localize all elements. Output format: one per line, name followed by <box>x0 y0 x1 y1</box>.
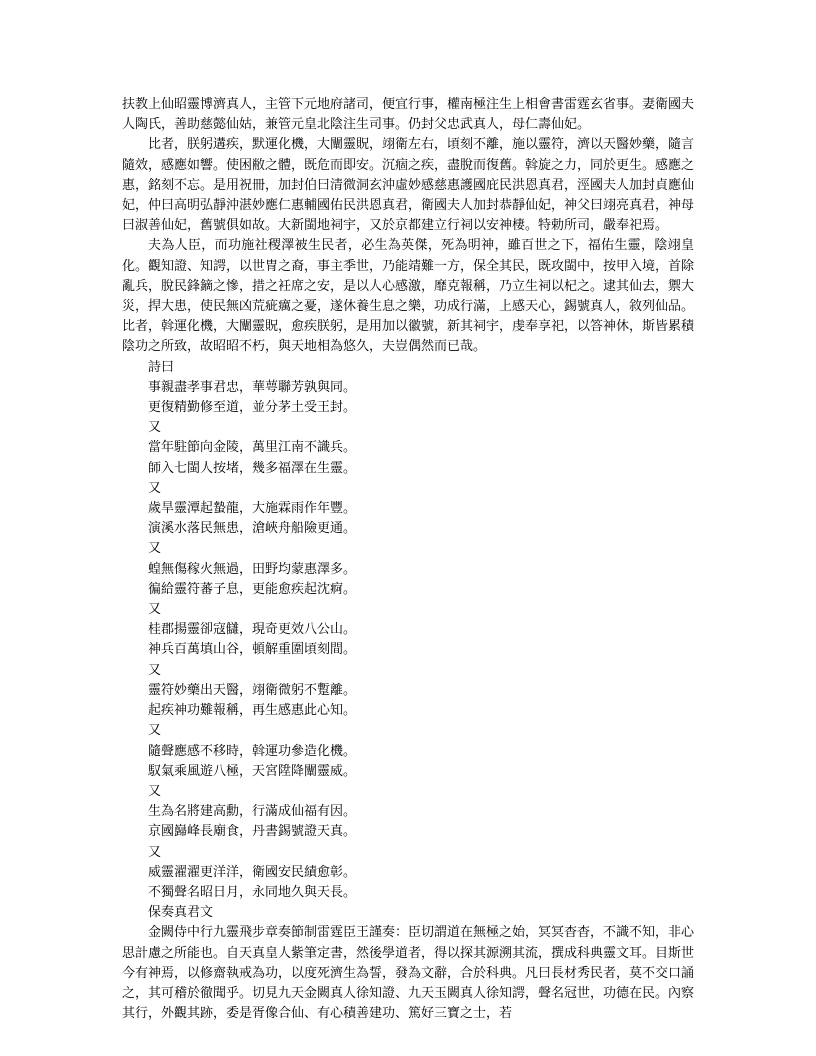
verse-line: 馭氣乘風遊八極，天宮陞降闡靈威。 <box>148 763 357 779</box>
verse-line: 當年駐節向金陵，萬里江南不識兵。 <box>148 440 357 456</box>
memorial-heading: 保奏真君文 <box>148 905 214 921</box>
stanza-6 <box>122 681 694 721</box>
verse-line: 事親盡孝事君忠，華萼聯芳孰與同。 <box>148 379 357 395</box>
stanza-3 <box>122 499 694 539</box>
stanza-separator: 又 <box>148 783 162 799</box>
verse-line: 生為名將建高勳，行滿成仙福有因。 <box>148 804 357 820</box>
verse-line: 師入七閩人按堵，幾多福澤在生靈。 <box>148 460 357 476</box>
stanza-separator: 又 <box>148 662 162 678</box>
paragraph-1: 扶教上仙昭靈博濟真人，主管下元地府諸司，便宜行事，權南極注生上相會書雷霆玄省事。妻衛國夫人陶氏，善助慈懿仙姑，兼管元皇北陰注生司事。仍封父忠武真人，母仁壽仙妃。 <box>122 97 695 133</box>
paragraph-3: 夫為人臣，而功施社稷澤被生民者，必生為英傑，死為明神，雖百世之下，福佑生靈，陰翊皇化。觀知證、知諤，以世冑之裔，事主季世，乃能靖難一方，保全其民，既攻閩中，按甲入境，首除亂兵，脫民鋒鏑之慘，措之衽席之安，是以人心感激，靡克報稱，乃立生祠以杞之。逮其仙去，禦大災，捍大患，使民無凶荒疵癘之憂，遂休養生息之樂，功成行滿，上感天心，錫號真人，敘列仙品。比者，斡運化機，大闡靈貺，愈疾朕躬，是用加以徽號，新其祠宇，虔奉享祀，以答神休，斯皆累積陰功之所致，故昭昭不朽，與天地相為悠久，夫豈偶然而已哉。 <box>122 238 695 355</box>
verse-line: 演溪水落民無患，滄峽舟船險更通。 <box>148 521 357 537</box>
stanza-separator: 又 <box>148 723 162 739</box>
stanza-9 <box>122 863 694 903</box>
verse-line: 桂郡揚靈卻寇讎，現奇更效八公山。 <box>148 622 357 638</box>
verse-line: 更復精勤修至道，並分茅土受王封。 <box>148 400 357 416</box>
document-page <box>122 95 694 1024</box>
verse-line: 京國巋峰長廟食，丹書錫號證天真。 <box>148 824 357 840</box>
stanza-7 <box>122 742 694 782</box>
stanza-separator: 又 <box>148 420 162 436</box>
paragraph-2: 比者，朕躬遘疾，默運化機，大闡靈貺，翊衛左右，頃刻不離，施以靈符，濟以天醫妙藥，隨言隨效，感應如響。使困敝之體，既危而即安。沉痼之疾，盡脫而復舊。斡旋之力，同於更生。感應之惠，銘刻不忘。是用祝冊，加封伯曰清微洞玄沖虛妙感慈惠護國庇民洪恩真君，涇國夫人加封貞應仙妃，仲曰高明弘靜沖湛妙應仁惠輔國佑民洪恩真君，衛國夫人加封恭靜仙妃，神父曰翊亮真君，神母曰淑善仙妃，舊號俱如故。大新閩地祠宇，又於京都建立行祠以安神棲。特勅所司，嚴奉祀焉。 <box>122 137 695 234</box>
verse-line: 徧給靈符蕃子息，更能愈疾起沈痾。 <box>148 581 357 597</box>
verse-line: 歲旱靈潭起蟄龍，大施霖雨作年豐。 <box>148 501 357 517</box>
memorial-paragraph: 金闕侍中行九靈飛步章奏節制雷霆臣王謹奏：臣切謂道在無極之始，冥冥杳杳，不識不知，非心思計慮之所能也。自天真皇人紫筆定書，然後學道者，得以探其源溯其流，撰成科典靈文耳。目斯世今有神焉，以修齋執戒為功，以度死濟生為誓，發為文辭，合於科典。凡曰長材秀民者，莫不交口誦之，其可稽於徹聞乎。切見九天金闕真人徐知證、九天玉闕真人徐知諤，聲名冠世，功德在民。內察其行，外觀其跡，委是胥像合仙、有心積善建功、篤好三寶之士，若 <box>122 925 695 1022</box>
stanza-2 <box>122 438 694 478</box>
verse-line: 起疾神功難報稱，再生感惠此心知。 <box>148 703 357 719</box>
stanza-4 <box>122 560 694 600</box>
stanza-separator: 又 <box>148 844 162 860</box>
stanza-8 <box>122 802 694 842</box>
verse-line: 威靈濯濯更洋洋，衛國安民績愈彰。 <box>148 864 357 880</box>
poem-heading: 詩曰 <box>148 359 175 375</box>
verse-line: 神兵百萬填山谷，頓解重圍頃刻間。 <box>148 642 357 658</box>
verse-line: 隨聲應感不移時，斡運功參造化機。 <box>148 743 357 759</box>
verse-line: 不獨聲名昭日月，永同地久與天長。 <box>148 884 357 900</box>
stanza-5 <box>122 620 694 660</box>
verse-line: 蝗無傷稼火無過，田野均蒙惠澤多。 <box>148 561 357 577</box>
stanza-1 <box>122 378 694 418</box>
verse-line: 靈符妙藥出天醫，翊衛微躬不蹔離。 <box>148 682 357 698</box>
stanza-separator: 又 <box>148 602 162 618</box>
stanza-separator: 又 <box>148 480 162 496</box>
stanza-separator: 又 <box>148 541 162 557</box>
